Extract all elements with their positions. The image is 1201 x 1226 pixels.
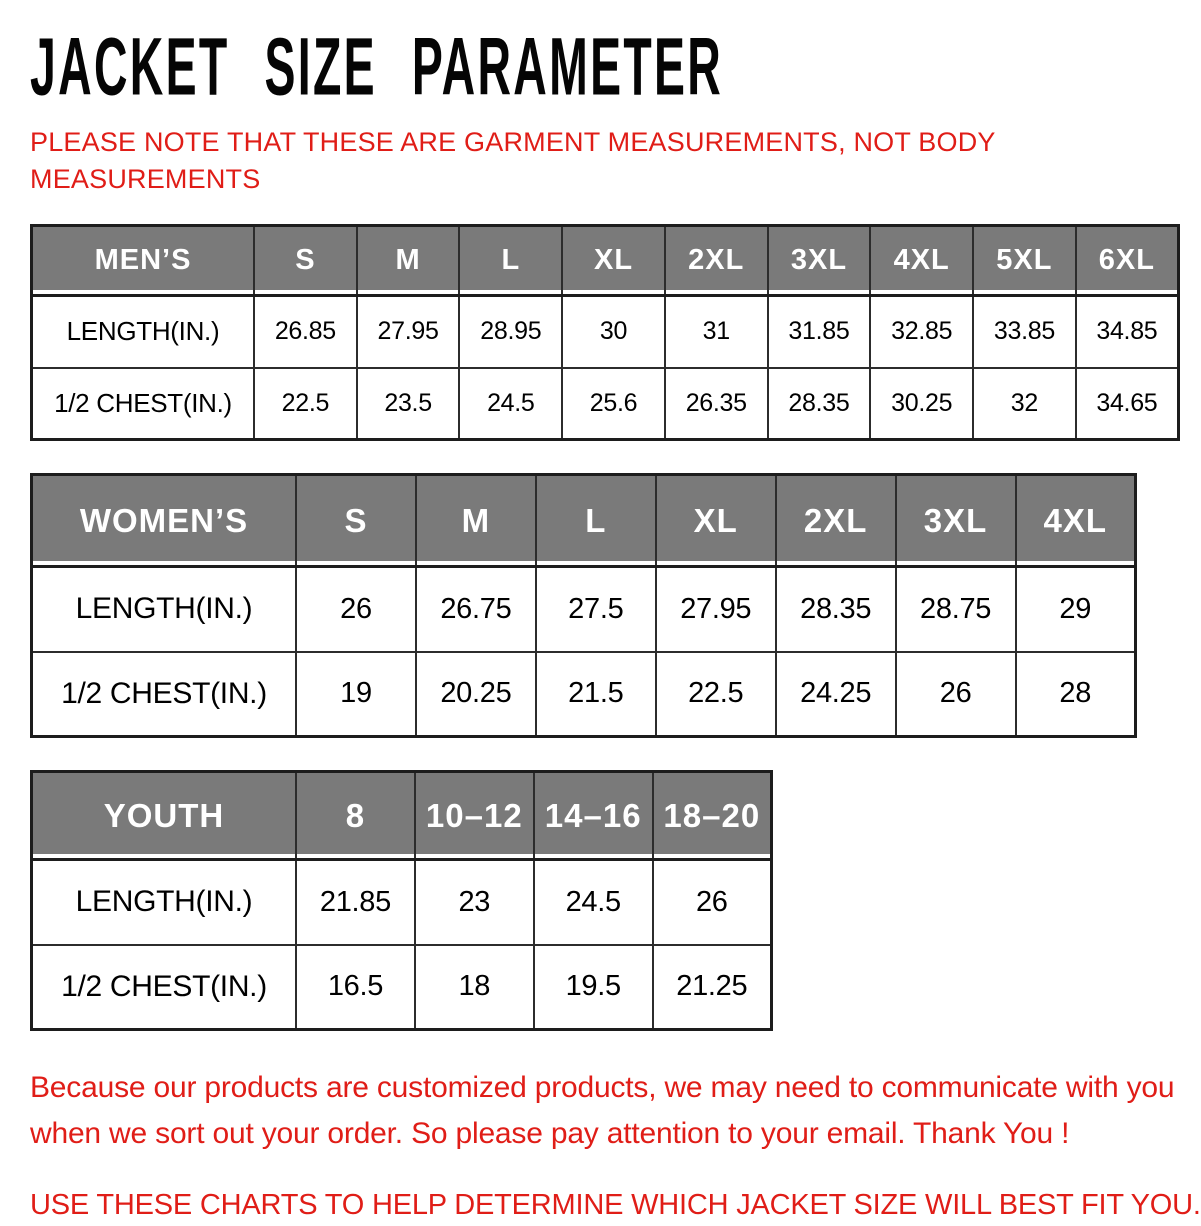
size-header-cell: XL [562, 226, 665, 296]
page-title: JACKET SIZE PARAMETER [30, 20, 724, 112]
value-cell: 24.25 [776, 652, 896, 737]
value-cell: 32 [973, 368, 1076, 440]
value-cell: 18 [415, 945, 534, 1030]
value-cell: 29 [1016, 567, 1136, 652]
garment-measurement-note [30, 124, 1200, 198]
size-header-cell: 4XL [1016, 475, 1136, 567]
customization-note-line: when we sort out your order. So please pay attention to your email. Thank You ! [30, 1117, 1070, 1150]
value-cell: 21.85 [296, 860, 415, 945]
size-header-cell: S [296, 475, 416, 567]
value-cell: 24.5 [534, 860, 653, 945]
size-header-cell: L [459, 226, 562, 296]
value-cell: 34.85 [1076, 296, 1179, 368]
value-cell: 28.35 [776, 567, 896, 652]
womens-header-row [32, 475, 1136, 567]
youth-header-row [32, 772, 772, 860]
value-cell: 23.5 [357, 368, 460, 440]
table-row [32, 652, 1136, 737]
value-cell: 26 [896, 652, 1016, 737]
row-label-cell: LENGTH(IN.) [32, 296, 255, 368]
size-header-cell: 3XL [768, 226, 871, 296]
table-row [32, 567, 1136, 652]
value-cell: 30 [562, 296, 665, 368]
size-header-cell: 18–20 [653, 772, 772, 860]
table-title-cell: WOMEN’S [32, 475, 297, 567]
value-cell: 27.95 [357, 296, 460, 368]
value-cell: 25.6 [562, 368, 665, 440]
table-title-cell: YOUTH [32, 772, 297, 860]
size-header-cell: XL [656, 475, 776, 567]
note-line: MEASUREMENTS [30, 164, 261, 194]
value-cell: 31 [665, 296, 768, 368]
size-chart-page [0, 20, 1201, 1226]
size-header-cell: 5XL [973, 226, 1076, 296]
youth-size-table [30, 770, 773, 1031]
value-cell: 27.5 [536, 567, 656, 652]
value-cell: 20.25 [416, 652, 536, 737]
value-cell: 26 [653, 860, 772, 945]
size-header-cell: 10–12 [415, 772, 534, 860]
size-header-cell: 6XL [1076, 226, 1179, 296]
size-header-cell: 3XL [896, 475, 1016, 567]
row-label-cell: 1/2 CHEST(IN.) [32, 368, 255, 440]
footer-notes [30, 1065, 1200, 1225]
value-cell: 31.85 [768, 296, 871, 368]
size-header-cell: 4XL [870, 226, 973, 296]
table-row [32, 368, 1179, 440]
value-cell: 34.65 [1076, 368, 1179, 440]
value-cell: 19 [296, 652, 416, 737]
value-cell: 24.5 [459, 368, 562, 440]
value-cell: 26.75 [416, 567, 536, 652]
size-header-cell: 2XL [665, 226, 768, 296]
title-wrap [30, 20, 1200, 112]
size-header-cell: 8 [296, 772, 415, 860]
row-label-cell: LENGTH(IN.) [32, 860, 297, 945]
value-cell: 33.85 [973, 296, 1076, 368]
value-cell: 23 [415, 860, 534, 945]
table-row [32, 945, 772, 1030]
table-row [32, 296, 1179, 368]
row-label-cell: 1/2 CHEST(IN.) [32, 652, 297, 737]
value-cell: 26 [296, 567, 416, 652]
row-label-cell: 1/2 CHEST(IN.) [32, 945, 297, 1030]
value-cell: 28.95 [459, 296, 562, 368]
customization-note-line: Because our products are customized products, we may need to communicate with you [30, 1071, 1175, 1104]
size-header-cell: 2XL [776, 475, 896, 567]
note-line: PLEASE NOTE THAT THESE ARE GARMENT MEASUREMENTS, NOT BODY [30, 127, 996, 157]
size-header-cell: 14–16 [534, 772, 653, 860]
size-header-cell: S [254, 226, 357, 296]
usage-note: USE THESE CHARTS TO HELP DETERMINE WHICH JACKET SIZE WILL BEST FIT YOU. [30, 1189, 1201, 1221]
value-cell: 22.5 [254, 368, 357, 440]
value-cell: 16.5 [296, 945, 415, 1030]
size-header-cell: L [536, 475, 656, 567]
value-cell: 27.95 [656, 567, 776, 652]
table-row [32, 860, 772, 945]
mens-header-row [32, 226, 1179, 296]
value-cell: 28 [1016, 652, 1136, 737]
value-cell: 19.5 [534, 945, 653, 1030]
value-cell: 28.75 [896, 567, 1016, 652]
size-header-cell: M [357, 226, 460, 296]
row-label-cell: LENGTH(IN.) [32, 567, 297, 652]
value-cell: 21.5 [536, 652, 656, 737]
value-cell: 22.5 [656, 652, 776, 737]
value-cell: 32.85 [870, 296, 973, 368]
size-header-cell: M [416, 475, 536, 567]
value-cell: 26.35 [665, 368, 768, 440]
mens-size-table [30, 224, 1180, 441]
womens-size-table [30, 473, 1137, 738]
value-cell: 21.25 [653, 945, 772, 1030]
value-cell: 28.35 [768, 368, 871, 440]
value-cell: 30.25 [870, 368, 973, 440]
value-cell: 26.85 [254, 296, 357, 368]
table-title-cell: MEN’S [32, 226, 255, 296]
